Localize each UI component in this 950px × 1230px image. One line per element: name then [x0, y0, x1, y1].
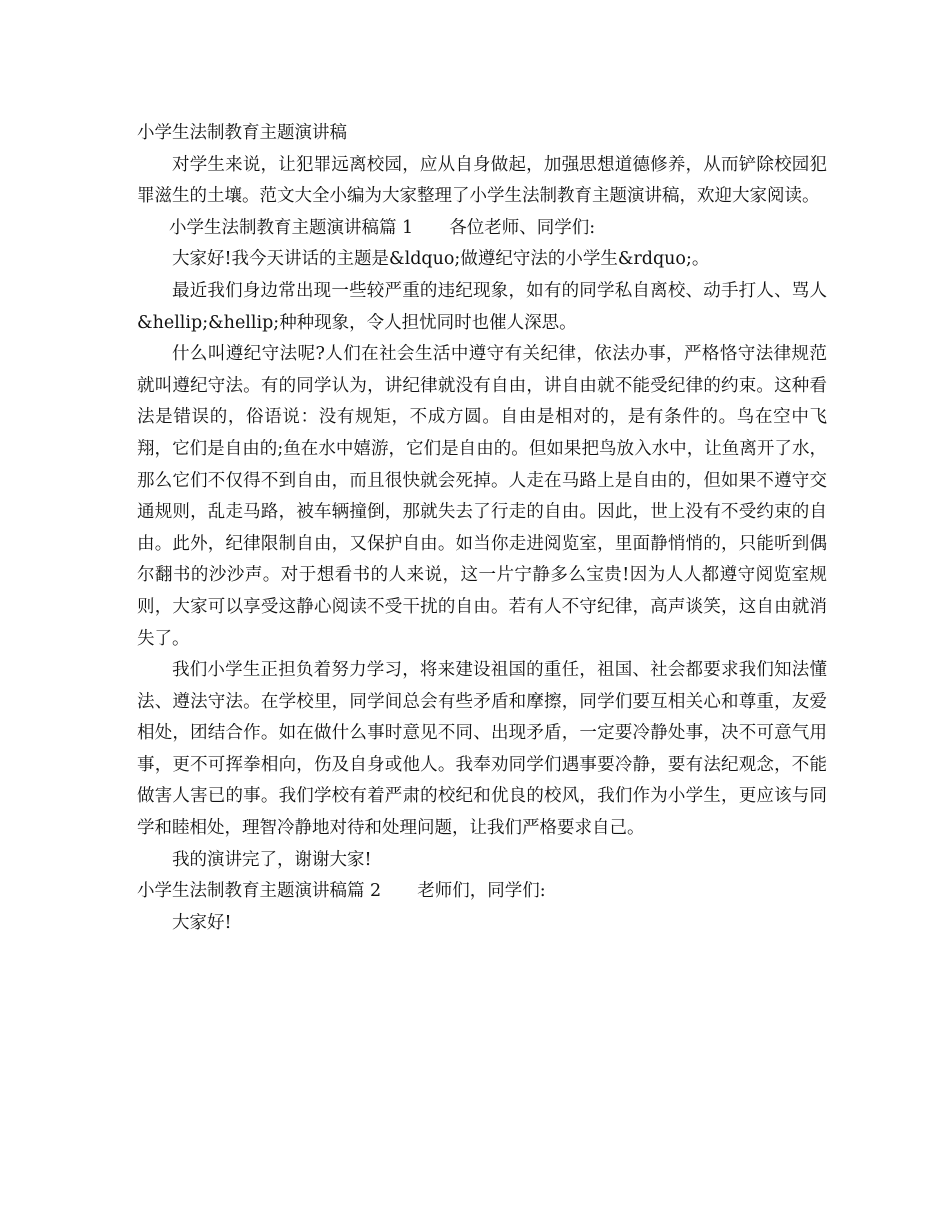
section1-paragraph-1	[137, 276, 827, 339]
section1-closing-paragraph	[137, 845, 827, 877]
section2-salutation: 老师们，同学们:	[417, 881, 546, 902]
section1-paragraph-text: 我们小学生正担负着努力学习，将来建设祖国的重任，祖国、社会都要求我们知法懂法、遵法守法。在学校里，同学间总会有些矛盾和摩擦，同学们要互相关心和尊重，友爱相处，团结合作。如在做什么事时意见不同、出现矛盾，一定要冷静处事，决不可意气用事，更不可挥拳相向，伤及自身或他人。我奉劝同学们遇事要冷静，要有法纪观念，不能做害人害已的事。我们学校有着严肃的校纪和优良的校风，我们作为小学生，更应该与同学和睦相处，理智冷静地对待和处理问题，让我们严格要求自己。	[137, 660, 827, 839]
section2-greeting: 大家好!	[172, 912, 232, 933]
intro-paragraph	[137, 150, 827, 213]
document-body	[137, 118, 827, 939]
section1-closing: 我的演讲完了，谢谢大家!	[172, 849, 372, 870]
section2-greeting-paragraph	[137, 908, 827, 940]
section1-heading: 小学生法制教育主题演讲稿篇 1	[169, 217, 414, 238]
section1-heading-line	[137, 213, 827, 245]
document-title: 小学生法制教育主题演讲稿	[137, 123, 347, 143]
section2-heading-line	[137, 876, 827, 908]
section1-paragraph-3	[137, 655, 827, 845]
section1-paragraph-2	[137, 339, 827, 655]
intro-text: 对学生来说，让犯罪远离校园，应从自身做起，加强思想道德修养，从而铲除校园犯罪滋生的土壤。范文大全小编为大家整理了小学生法制教育主题演讲稿，欢迎大家阅读。	[137, 154, 827, 207]
section1-greeting: 大家好!我今天讲话的主题是&ldquo;做遵纪守法的小学生&rdquo;。	[172, 249, 710, 270]
section1-paragraph-text: 什么叫遵纪守法呢?人们在社会生活中遵守有关纪律，依法办事，严格恪守法律规范就叫遵纪守法。有的同学认为，讲纪律就没有自由，讲自由就不能受纪律的约束。这种看法是错误的，俗语说：没有规矩，不成方圆。自由是相对的，是有条件的。鸟在空中飞翔，它们是自由的;鱼在水中嬉游，它们是自由的。但如果把鸟放入水中，让鱼离开了水，那么它们不仅得不到自由，而且很快就会死掉。人走在马路上是自由的，但如果不遵守交通规则，乱走马路，被车辆撞倒，那就失去了行走的自由。因此，世上没有不受约束的自由。此外，纪律限制自由，又保护自由。如当你走进阅览室，里面静悄悄的，只能听到偶尔翻书的沙沙声。对于想看书的人来说，这一片宁静多么宝贵!因为人人都遵守阅览室规则，大家可以享受这静心阅读不受干扰的自由。若有人不守纪律，高声谈笑，这自由就消失了。	[137, 344, 827, 649]
section2-heading: 小学生法制教育主题演讲稿篇 2	[137, 881, 382, 902]
section1-paragraph-text: 最近我们身边常出现一些较严重的违纪现象，如有的同学私自离校、动手打人、骂人&hellip;&hellip;种种现象，令人担忧同时也催人深思。	[137, 280, 827, 333]
section1-greeting-paragraph	[137, 244, 827, 276]
section1-salutation: 各位老师、同学们:	[449, 217, 596, 238]
